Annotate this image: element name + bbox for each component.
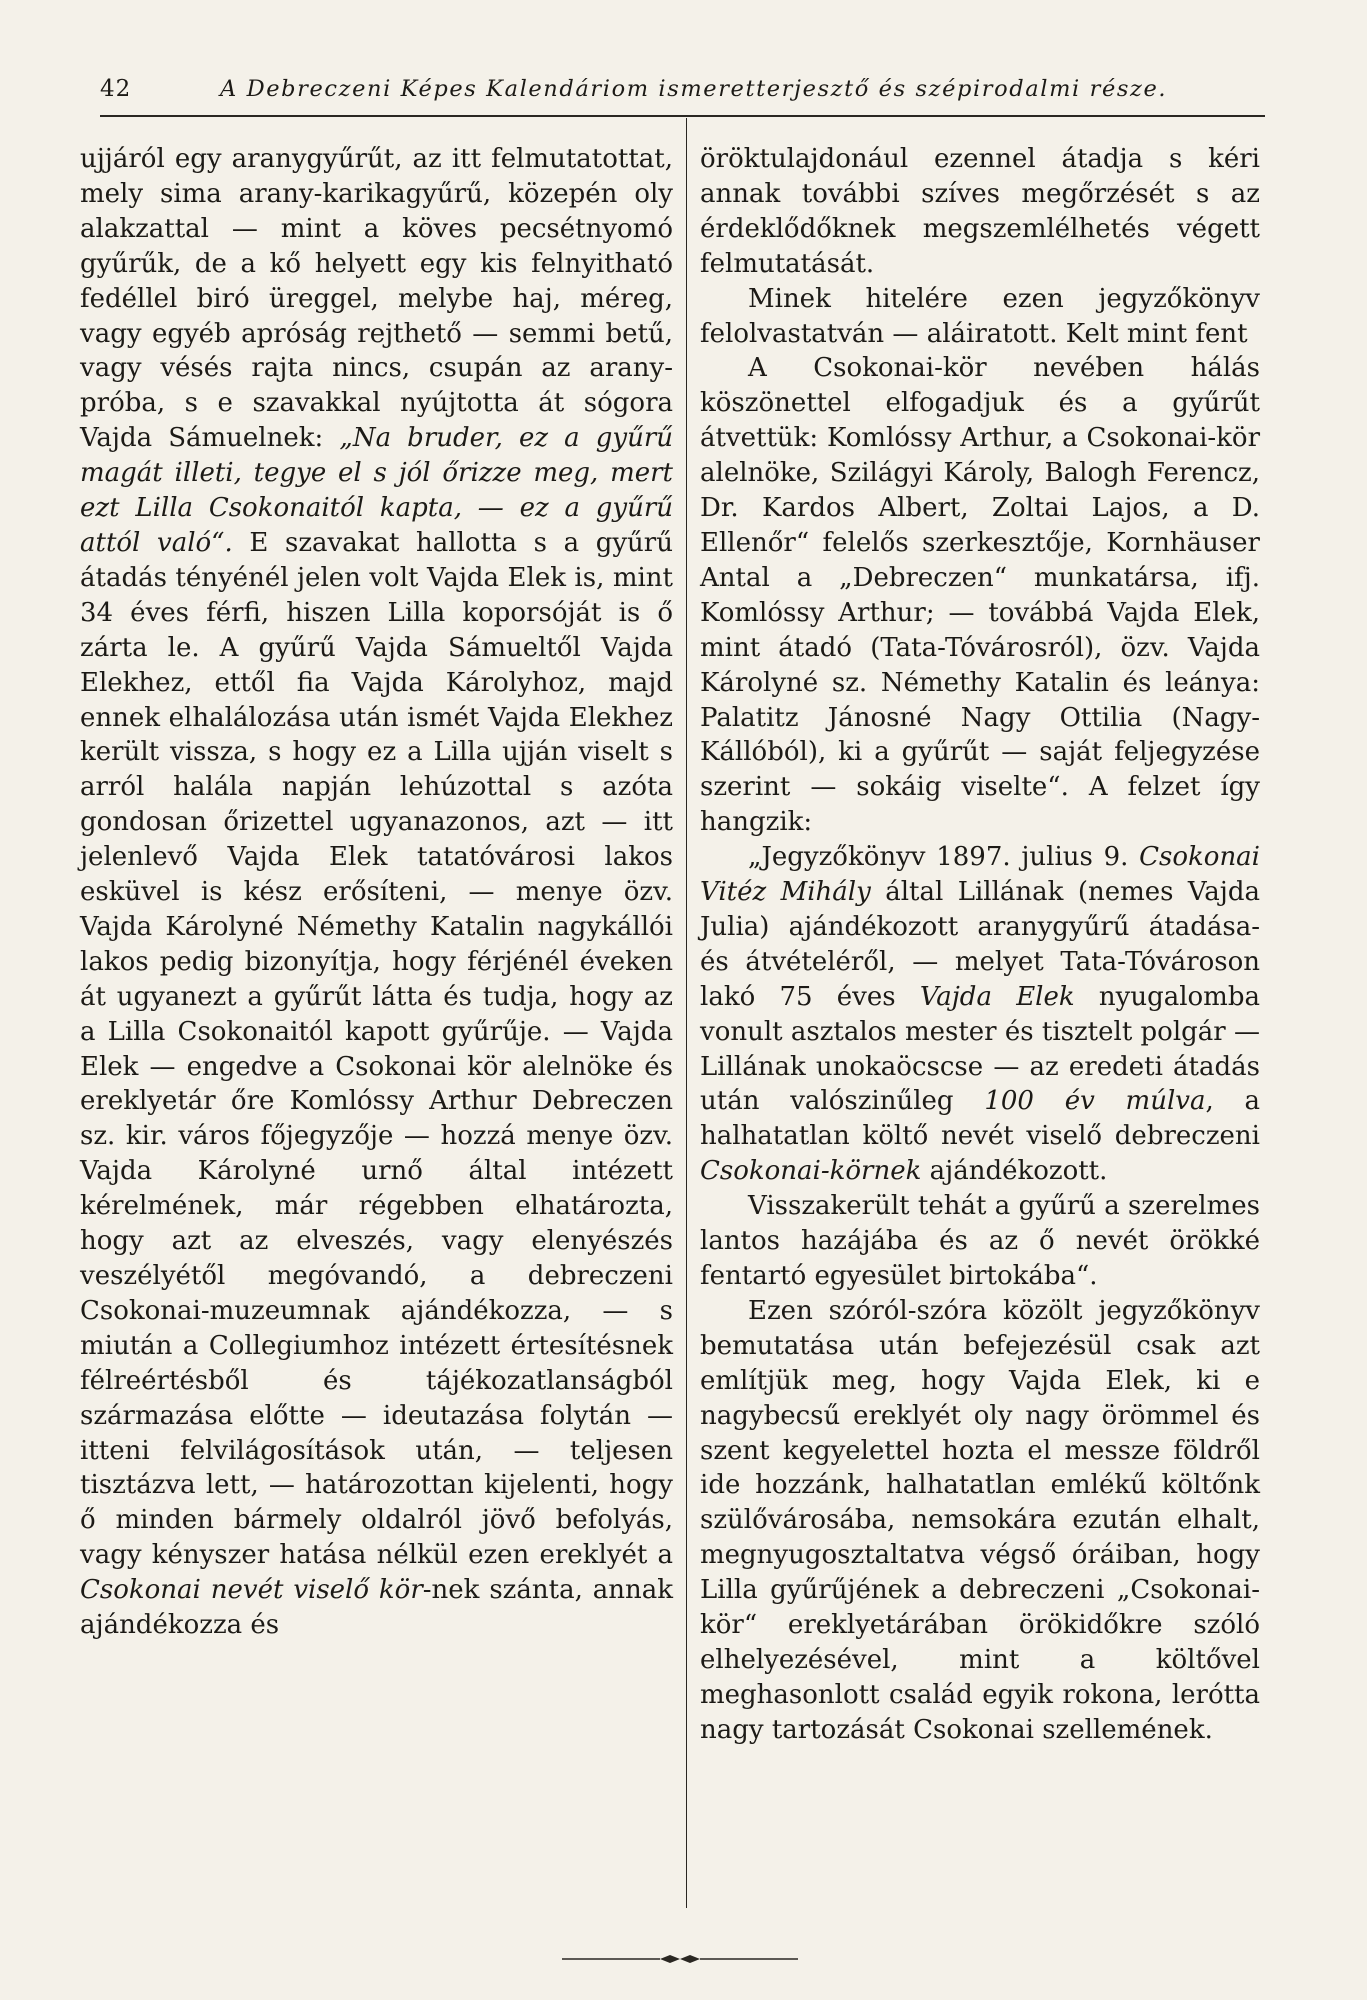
emphasis: 100 év múlva xyxy=(984,1086,1206,1117)
left-column xyxy=(80,142,673,1643)
page-header xyxy=(100,76,1265,116)
end-ornament xyxy=(560,1952,800,1966)
text-run: nyugalomba vonult asztalos mester és tisztelt polgár — Lillának unokaöcscse — az eredeti átadás után valószinűleg xyxy=(700,981,1260,1117)
quoted-saying: „Na bruder, ez a gyűrű magát illeti, tegye el s jól őrizze meg, mert ezt Lilla Csokonaitól kapta, — ez a gyűrű attól való“. xyxy=(80,423,673,558)
text-run: -nek szánta, annak ajándékozza és xyxy=(80,1575,673,1641)
text-run: ujjáról egy aranygyűrűt, az itt felmutatottat, mely sima arany-karikagyűrű, közepén oly alakzattal — mint a köves pecsétnyomó gyűrűk, de a kő helyett egy kis felnyitható fedéllel biró üreggel, melybe haj, méreg, vagy egyéb apróság rejthető — semmi betű, vagy vésés rajta nincs, csupán az arany-próba, s e szavakkal nyújtotta át sógora Vajda Sámuelnek: xyxy=(80,144,673,454)
right-paragraph-6: Ezen szóról-szóra közölt jegyzőkönyv bemutatása után befejezésül csak azt említjük meg, hogy Vajda Elek, ki e nagybecsű ereklyét oly nagy örömmel és szent kegyelettel hozta el messze földről ide hozzánk, halhatatlan emlékű költőnk szülővárosába, nemsokára ezután elhalt, megnyugosztaltatva végső óráiban, hogy Lilla gyűrűjének a debreczeni „Csokonai-kör“ ereklyetárában örökidőkre szóló elhelyezésével, mint a költővel meghasonlott család egyik rokona, lerótta nagy tartozását Csokonai szellemének. xyxy=(700,1295,1260,1745)
left-paragraph xyxy=(80,142,673,1643)
right-paragraph-5: Visszakerült tehát a gyűrű a szerelmes lantos hazájába és az ő nevét örökké fentartó egyesület birtokába“. xyxy=(700,1191,1260,1291)
column-divider xyxy=(686,118,687,1908)
right-paragraph-1: öröktulajdonául ezennel átadja s kéri annak további szíves megőrzését s az érdeklődőknek megszemlélhetés végett felmutatását. xyxy=(700,144,1260,279)
text-run: „Jegyzőkönyv 1897. julius 9. xyxy=(748,842,1140,873)
text-run: ajándékozott. xyxy=(921,1156,1108,1187)
right-paragraph-2: Minek hitelére ezen jegyzőkönyv felolvastatván — aláiratott. Kelt mint fent xyxy=(700,283,1260,349)
text-run: E szavakat hallotta s a gyűrű átadás tényénél jelen volt Vajda Elek is, mint 34 éves férfi, hiszen Lilla koporsóját is ő zárta le. A gyűrű Vajda Sámueltől Vajda Elekhez, ettől fia Vajda Károlyhoz, majd ennek elhalálozása után ismét Vajda Elekhez került vissza, s hogy ez a Lilla ujján viselt s arról halála napján lehúzottal s azóta gondosan őrizettel ugyanazonos, azt — itt jelenlevő Vajda Elek tatatóvárosi lakos esküvel is kész erősíteni, — menye özv. Vajda Károlyné Némethy Katalin nagykállói lakos pedig bizonyítja, hogy férjénél éveken át ugyanezt a gyűrűt látta és tudja, hogy az a Lilla Csokonaitól kapott gyűrűje. — Vajda Elek — engedve a Csokonai kör alelnöke és ereklyetár őre Komlóssy Arthur Debreczen sz. kir. város főjegyzője — hozzá menye özv. Vajda Károlyné urnő által intézett kérelmének, már régebben elhatározta, hogy azt az elveszés, vagy elenyészés veszélyétől megóvandó, a debreczeni Csokonai-muzeumnak ajándékozza, — s miután a Collegiumhoz intézett értesítésnek félreértésből és tájékozatlanságból származása előtte — ideutazása folytán — itteni felvilágosítások után, — teljesen tisztázva lett, — határozottan kijelenti, hogy ő minden bármely oldalról jövő befolyás, vagy kényszer hatása nélkül ezen ereklyét a xyxy=(80,527,673,1571)
right-paragraph-3: A Csokonai-kör nevében hálás köszönettel elfogadjuk és a gyűrűt átvettük: Komlóssy Arthur, a Csokonai-kör alelnöke, Szilágyi Károly, Balogh Ferencz, Dr. Kardos Albert, Zoltai Lajos, a D. Ellenőr“ felelős szerkesztője, Kornhäuser Antal a „Debreczen“ munkatársa, ifj. Komlóssy Arthur; — továbbá Vajda Elek, mint átadó (Tata-Tóvárosról), özv. Vajda Károlyné sz. Némethy Katalin és leánya: Palatitz Jánosné Nagy Ottilia (Nagy-Kállóból), ki a gyűrűt — saját feljegyzése szerint — sokáig viselte“. A felzet így hangzik: xyxy=(700,353,1260,838)
text-run: , a halhatatlan költő nevét viselő debreczeni xyxy=(700,1086,1260,1152)
header-rule xyxy=(100,115,1265,117)
emphasis: Csokonai-körnek xyxy=(700,1156,922,1187)
right-paragraph-4 xyxy=(700,840,1260,1189)
emphasis: Vajda Elek xyxy=(919,981,1075,1012)
right-column xyxy=(700,142,1260,1748)
emphasis: Csokonai Vitéz Mihály xyxy=(700,842,1260,908)
running-title: A Debreczeni Képes Kalendáriom ismeretterjesztő és szépirodalmi része. xyxy=(220,76,1168,102)
emphasis: Csokonai nevét viselő kör xyxy=(80,1575,423,1606)
page-number: 42 xyxy=(100,76,132,102)
text-run: által Lillának (nemes Vajda Julia) ajándékozott aranygyűrű átadása- és átvételéről, — melyet Tata-Tóvároson lakó 75 éves xyxy=(700,877,1261,1012)
